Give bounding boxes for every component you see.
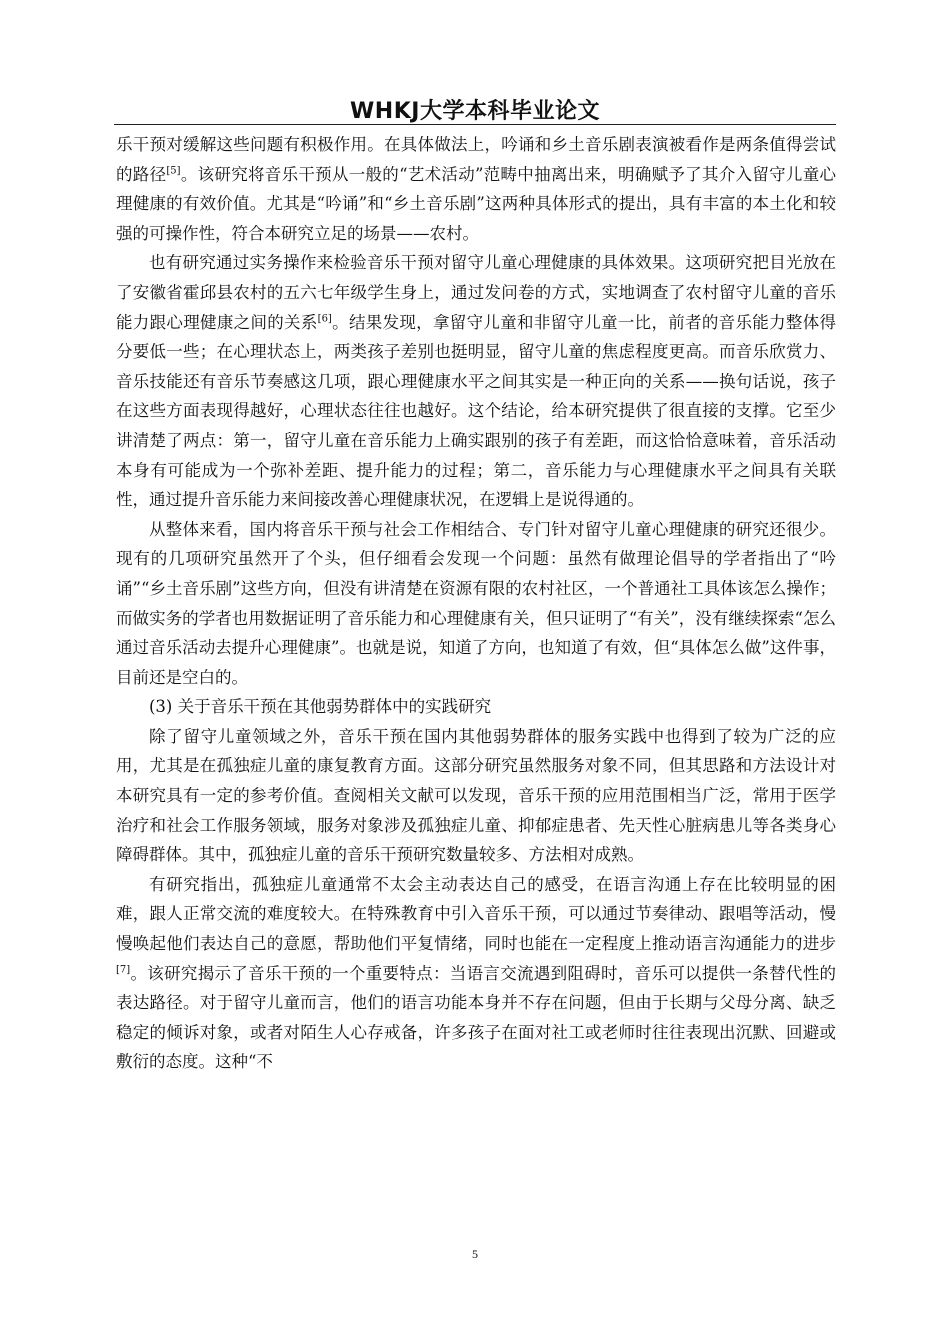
paragraph-other-groups: 除了留守儿童领域之外，音乐干预在国内其他弱势群体的服务实践中也得到了较为广泛的应用，尤其是在孤独症儿童的康复教育方面。这部分研究虽然服务对象不同，但其思路和方法设计对本研究具有一定的参考价值。查阅相关文献可以发现，音乐干预的应用范围相当广泛，常用于医学治疗和社会工作服务领域，服务对象涉及孤独症儿童、抑郁症患者、先天性心脏病患儿等各类身心障碍群体。其中，孤独症儿童的音乐干预研究数量较多、方法相对成熟。 (116, 726, 836, 865)
paragraph-continuation (116, 130, 836, 248)
citation-ref-6: [6] (317, 313, 332, 325)
paragraph-overall-review: 从整体来看，国内将音乐干预与社会工作相结合、专门针对留守儿童心理健康的研究还很少。现有的几项研究虽然开了个头，但仔细看会发现一个问题：虽然有做理论倡导的学者指出了“吟诵”“乡土音乐剧”这些方向，但没有讲清楚在资源有限的农村社区，一个普通社工具体该怎么操作；而做实务的学者也用数据证明了音乐能力和心理健康有关，但只证明了“有关”，没有继续探索“怎么通过音乐活动去提升心理健康”。也就是说，知道了方向，也知道了有效，但“具体怎么做”这件事，目前还是空白的。 (116, 519, 836, 687)
main-content (116, 130, 836, 1077)
paragraph-text: 。该研究将音乐干预从一般的“艺术活动”范畴中抽离出来，明确赋予了其介入留守儿童心理健康的有效价值。尤其是“吟诵”和“乡土音乐剧”这两种具体形式的提出，具有丰富的本土化和较强的可操作性，符合本研究立足的场景——农村。 (116, 164, 837, 243)
citation-ref-5: [5] (166, 165, 181, 177)
paragraph-text: 有研究指出，孤独症儿童通常不太会主动表达自己的感受，在语言沟通上存在比较明显的困难，跟人正常交流的难度较大。在特殊教育中引入音乐干预，可以通过节奏律动、跟唱等活动，慢慢唤起他们表达自己的意愿，帮助他们平复情绪，同时也能在一定程度上推动语言沟通能力的进步 (116, 874, 836, 954)
paragraph-text: 乐干预对缓解这些问题有积极作用。在具体做法上，吟诵和乡土音乐剧表演被看作是两条值得尝试的路径 (116, 135, 836, 184)
paragraph-practice-study (116, 248, 836, 514)
paragraph-text: 也有研究通过实务操作来检验音乐干预对留守儿童心理健康的具体效果。这项研究把目光放在了安徽省霍邱县农村的五六七年级学生身上，通过发问卷的方式，实地调查了农村留守儿童的音乐能力跟心理健康之间的关系 (116, 253, 836, 332)
page-number: 5 (472, 1247, 478, 1261)
paragraph-text: 。该研究揭示了音乐干预的一个重要特点：当语言交流遇到阻碍时，音乐可以提供一条替代性的表达路径。对于留守儿童而言，他们的语言功能本身并不存在问题，但由于长期与父母分离、缺乏稳定的倾诉对象，或者对陌生人心存戒备，许多孩子在面对社工或老师时往往表现出沉默、回避或敷衍的态度。这种“不 (116, 963, 836, 1072)
paragraph-autism-study (116, 870, 836, 1077)
page-header-title: WHKJ大学本科毕业论文 (350, 99, 600, 124)
section-heading: (3) 关于音乐干预在其他弱势群体中的实践研究 (149, 697, 492, 717)
paragraph-text: 。结果发现，拿留守儿童和非留守儿童一比，前者的音乐能力整体得分要低一些；在心理状态上，两类孩子差别也挺明显，留守儿童的焦虑程度更高。而音乐欣赏力、音乐技能还有音乐节奏感这几项，跟心理健康水平之间其实是一种正向的关系——换句话说，孩子在这些方面表现得越好，心理状态往往也越好。这个结论，给本研究提供了很直接的支撑。它至少讲清楚了两点：第一，留守儿童在音乐能力上确实跟别的孩子有差距，而这恰恰意味着，音乐活动本身有可能成为一个弥补差距、提升能力的过程；第二，音乐能力与心理健康水平之间具有关联性，通过提升音乐能力来间接改善心理健康状况，在逻辑上是说得通的。 (116, 312, 837, 510)
citation-ref-7: [7] (116, 964, 131, 976)
header-divider (114, 124, 836, 125)
